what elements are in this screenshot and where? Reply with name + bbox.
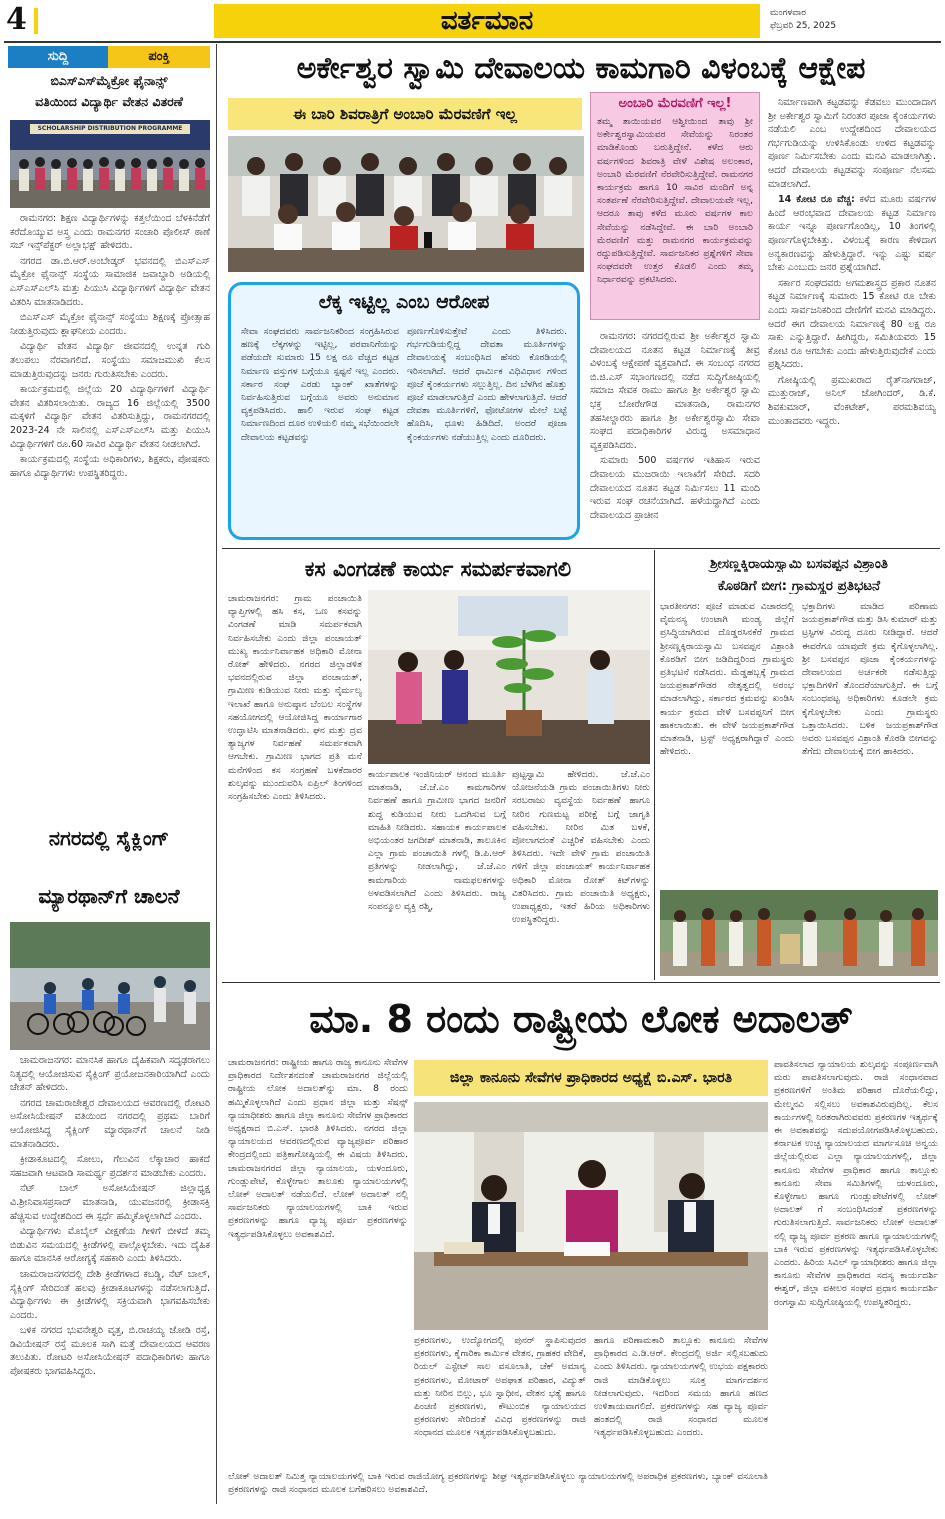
adalat-text-bottom: ಲೋಕ್ ಅದಾಲತ್ ನಿಮಿತ್ತ ನ್ಯಾಯಾಲಯಗಳಲ್ಲಿ ಬಾಕಿ ಇರುವ ರಾಜಿಯೋಗ್ಯ ಪ್ರಕರಣಗಳನ್ನು ಶೀಘ್ರ ಇತ್ಯರ್ಥಪಡಿಸಿಕೊಳ್ಳಲು ನ್ಯಾಯಾಲಯಗಳಲ್ಲಿ ಅಪರಾಧಿಕ ಪ್ರಕರಣಗಳು, ಬ್ಯಾಂಕ್ ವಸೂಲಾತಿ ಪ್ರಕರಣಗಳನ್ನು ರಾಜಿ ಸಂಧಾನದ ಮೂಲಕ ಬಗೆಹರಿಸಲು ಅವಕಾಶವಿದೆ. xyxy=(228,1471,768,1496)
waste-text-mid: ಕಾರ್ಯಪಾಲಕ ಇಂಜಿನಿಯರ್ ಆನಂದ ಮೂರ್ತಿ ಮಾತನಾಡಿ, ಜೆ.ಜೆ.ಎಂ ಕಾಮಗಾರಿಗಳ ನಿರ್ವಹಣೆ ಹಾಗೂ ಗ್ರಾಮೀಣ ಭಾಗದ ಜನರಿಗೆ ಶುದ್ಧ ಕುಡಿಯುವ ನೀರು ಒದಗಿಸುವ ಬಗ್ಗೆ ಮಾಹಿತಿ ನೀಡಿದರು. ಸಹಾಯಕ ಕಾರ್ಯಪಾಲಕ ಅಭಿಯಂತರ ಜಗದೀಶ್ ಮಾತನಾಡಿ, ತಾಲೂಕಿನ ಎಲ್ಲಾ ಗ್ರಾಮ ಪಂಚಾಯಿತಿ ಗಳಲ್ಲಿ ಡಿ.ಪಿ.ಆರ್ ಪ್ರತಿಗಳನ್ನು ನೀಡಲಾಗಿದ್ದು, ಜೆ.ಜೆ.ಎಂ ಕಾಮಗಾರಿಯ ನಾಮಫಲಕಗಳನ್ನು ಅಳವಡಿಸಲಾಗಿದೆ ಎಂದು ತಿಳಿಸಿದರು. ರಾಜ್ಯ ಸಂಪನ್ಮೂಲ ವ್ಯಕ್ತಿ ರಶ್ಮಿ, xyxy=(368,769,506,913)
lead-col3-top: ನಿರ್ಮಾಣವಾಗಿ ಕಟ್ಟಡವನ್ನು ಕೆಡವಲು ಮುಂದಾದಾಗ ಶ್ರೀ ಅರ್ಕೇಶ್ವರ ಸ್ವಾಮಿಗೆ ನಿರಂತರ ಪೂಜಾ ಕೈಂಕರ್ಯಗಳು ನಡೆಯಲಿ ಎಂಬ ಉದ್ದೇಶದಿಂದ ದೇವಾಲಯದ ಗರ್ಭಗುಡಿಯನ್ನು ಉಳಿಸಿಕೊಂಡು ಉಳಿದ ಕಟ್ಟಡವನ್ನು ಪೂರ್ಣ ನಿರ್ಮಿಸಬೇಕು ಎಂದು ಮನವಿ ಮಾಡಲಾಗಿತ್ತು. ಆದರೆ ದೇವಾಲಯ ಕಟ್ಟಡವನ್ನು ಸಂಪೂರ್ಣ ನೆಲಸಮ ಮಾಡಲಾಗಿದೆ. xyxy=(768,97,936,190)
scholarship-banner-text: SCHOLARSHIP DISTRIBUTION PROGRAMME xyxy=(37,125,183,132)
sidebar-story2-headline-2: ಮ್ಯಾರಥಾನ್‌ಗೆ ಚಾಲನೆ xyxy=(38,884,180,908)
section-tag-b: ಪಂಕ್ತಿ xyxy=(108,46,210,68)
charge-box xyxy=(228,282,580,540)
adalat-headline: ಮಾ. 8 ರಂದು ರಾಷ್ಟ್ರೀಯ ಲೋಕ ಅದಾಲತ್ xyxy=(309,997,853,1041)
sidebar-story2-p1: ಚಾಮರಾಜನಗರ: ಮಾನಸಿಕ ಹಾಗೂ ದೈಹಿಕವಾಗಿ ಸದೃಢರಾಗಲು ನಿತ್ಯದಲ್ಲಿ ಆಯೋಜಿಸುವ ಸೈಕ್ಲಿಂಗ್ ಪ್ರಯೋಜನಕಾರಿಯಾಗಿದೆ ಎಂದು ಚೇತನ್ ಹೇಳಿದರು. xyxy=(10,1055,210,1094)
section-tag xyxy=(8,46,210,68)
charge-box-left: ಸೇವಾ ಸಂಘದವರು ಸಾರ್ವಜನಿಕರಿಂದ ಸಂಗ್ರಹಿಸಿರುವ ಹಣಕ್ಕೆ ಲೆಕ್ಕಗಳನ್ನು ಇಟ್ಟಿಲ್ಲ, ಪರವಾನಿಗೆಯನ್ನು ಪಡೆಯದೇ ಸುಮಾರು 15 ಲಕ್ಷ ರೂ ವೆಚ್ಚದ ಕಟ್ಟಡ ನಿರ್ಮಾಣ ವಸ್ತುಗಳ ಬಗ್ಗೆಯೂ ಸ್ಪಷ್ಟನೆ ಇಲ್ಲ ಎಂದರು. ಸರ್ಕಾರ ಸಂಘ ಎರಡು ಬ್ಯಾಂಕ್ ಖಾತೆಗಳನ್ನು ನಿರ್ವಹಿಸುತ್ತಿರುವ ಬಗ್ಗೆಯೂ ಅವರು ಅನುಮಾನ ವ್ಯಕ್ತಪಡಿಸಿದರು. ಹಾಲಿ ಇರುವ ಸಂಘ ಕಟ್ಟಡ ನಿರ್ಮಾಣದಿಂದ ದೂರ ಉಳಿಯಲಿ ನಮ್ಮ ಸಭೆಯಿಂದಲೇ ದೇವಾಲಯ ಕಟ್ಟಡವನ್ನು xyxy=(241,326,399,443)
lead-mid-p2: ಸುಮಾರು 500 ವರ್ಷಗಳ ಇತಿಹಾಸ ಇರುವ ದೇವಾಲಯ ಮುಜರಾಯಿ ಇಲಾಖೆಗೆ ಸೇರಿದೆ. ಸದರಿ ದೇವಾಲಯದ ನೂತನ ಕಟ್ಟಡ ನಿರ್ಮಿಸಲು 11 ಮಂದಿ ಇರುವ ಸಂಘ ರಚನೆಯಾಗಿದೆ. ಹಳೆಯದ್ದಾಗಿದೆ ಎಂದು ದೇವಾಲಯದ ಪ್ರಾಚೀನ xyxy=(590,455,760,521)
sidebar-story1-p3: ಬಿಎಸ್‌ಎಸ್ ಮೈಕ್ರೋ ಫೈನಾನ್ಸ್ ಸಂಸ್ಥೆಯು ಶಿಕ್ಷಣಕ್ಕೆ ಪ್ರೋತ್ಸಾಹ ನೀಡುತ್ತಿರುವುದು ಶ್ಲಾಘನೀಯ ಎಂದರು. xyxy=(10,312,210,337)
charge-box-title: ಲೆಕ್ಕ ಇಟ್ಟಿಲ್ಲ ಎಂಬ ಆರೋಪ xyxy=(318,291,490,313)
waste-protest-divider xyxy=(654,550,655,980)
adalat-text-below-1: ಪ್ರಕರಣಗಳು, ಉದ್ಯೋಗದಲ್ಲಿ ಪುನರ್ ಸ್ಥಾಪಿಸುವುದರ ಪ್ರಕರಣಗಳು, ಕೈಗಾರಿಕಾ ಕಾರ್ಮಿಕ ವೇತನ, ಗ್ರಾಹಕರ ವೇದಿಕೆ, ರಿಯಲ್ ಎಸ್ಟೇಟ್ ಸಾಲ ವಸೂಲಾತಿ, ಚೆಕ್ ಅಮಾನ್ಯ ಪ್ರಕರಣಗಳು, ಮೋಟಾರ್ ಅಪಘಾತ ಪರಿಹಾರ, ವಿದ್ಯುತ್ ಮತ್ತು ನೀರಿನ ಬಿಲ್ಲು, ಭೂ ಸ್ವಾಧೀನ, ವೇತನ ಭತ್ಯೆ ಹಾಗೂ ಪಿಂಚಣಿ ಪ್ರಕರಣಗಳು, ಕೌಟುಂಬಿಕ ನ್ಯಾಯಾಲಯದ ಪ್ರಕರಣಗಳು ಸೇರಿದಂತೆ ವಿವಿಧ ಪ್ರಕರಣಗಳನ್ನು ರಾಜಿ ಸಂಧಾನದ ಮೂಲಕ ಇತ್ಯರ್ಥಪಡಿಸಿಕೊಳ್ಳಬಹುದು. xyxy=(414,1335,586,1439)
lead-headline: ಅರ್ಕೇಶ್ವರ ಸ್ವಾಮಿ ದೇವಾಲಯ ಕಾಮಗಾರಿ ವಿಳಂಬಕ್ಕೆ ಆಕ್ಷೇಪ xyxy=(296,51,866,86)
waste-text-right: ಪುಟ್ಟಸ್ವಾಮಿ ಹೇಳಿದರು. ಜೆ.ಜೆ.ಎಂ ಯೋಜನೆಯಡಿ ಗ್ರಾಮ ಪಂಚಾಯಿತಿಗಳು ನೀರು ಸರಬರಾಜು ವ್ಯವಸ್ಥೆಯ ನಿರ್ವಹಣೆ ಹಾಗೂ ನೀರಿನ ಗುಣಮಟ್ಟ ಪರೀಕ್ಷೆ ಬಗ್ಗೆ ಜಾಗೃತಿ ವಹಿಸಬೇಕು. ನೀರಿನ ಮಿತ ಬಳಕೆ, ಪೋಲಾಗದಂತೆ ಎಚ್ಚರಿಕೆ ವಹಿಸಬೇಕು ಎಂದು ತಿಳಿಸಿದರು. ಇದೇ ವೇಳೆ ಗ್ರಾಮ ಪಂಚಾಯಿತಿ ಗಳಿಗೆ ಜಿಲ್ಲಾ ಪಂಚಾಯತ್ ಕಾರ್ಯನಿರ್ವಾಹಕ ಅಧಿಕಾರಿ ಮೋನಾ ರೋತ್ ಕಿಟ್‌ಗಳನ್ನು ವಿತರಿಸಿದರು. ಗ್ರಾಮ ಪಂಚಾಯಿತಿ ಅಧ್ಯಕ್ಷರು, ಉಪಾಧ್ಯಕ್ಷರು, ಇತರೆ ಹಿರಿಯ ಅಧಿಕಾರಿಗಳು ಉಪಸ್ಥಿತರಿದ್ದರು. xyxy=(512,769,650,926)
waste-headline: ಕಸ ವಿಂಗಡಣೆ ಕಾರ್ಯ ಸಮರ್ಪಕವಾಗಲಿ xyxy=(304,557,572,581)
lead-mid-p1: ರಾಮನಗರ: ನಗರದಲ್ಲಿರುವ ಶ್ರೀ ಅರ್ಕೇಶ್ವರ ಸ್ವಾಮಿ ದೇವಾಲಯದ ನೂತನ ಕಟ್ಟಡ ನಿರ್ಮಾಣಕ್ಕೆ ತೀವ್ರ ವಿಳಂಬಕ್ಕೆ ಆಕ್ಷೇಪಣೆ ವ್ಯಕ್ತವಾಗಿದೆ. ಈ ಸಂಬಂಧ ನಗರದ ಬಿ.ಜಿ.ಎಸ್ ಸಭಾಂಗಣದಲ್ಲಿ ನಡೆದ ಸುದ್ದಿಗೋಷ್ಠಿಯಲ್ಲಿ ಸಮಾಜ ಸೇವಕ ರಾಮು ಹಾಗೂ ಶ್ರೀ ಅರ್ಕೇಶ್ವರ ಸ್ವಾಮಿ ಭಕ್ತ ಬೋರೇಗೌಡ ಮಾತನಾಡಿ, ರಾಮನಗರ ತಹಸೀಲ್ದಾರರು ಹಾಗೂ ಶ್ರೀ ಅರ್ಕೇಶ್ವರಸ್ವಾಮಿ ಸೇವಾ ಸಂಘದ ಪದಾಧಿಕಾರಿಗಳ ವಿರುದ್ಧ ಅಸಮಾಧಾನ ವ್ಯಕ್ತಪಡಿಸಿದರು. xyxy=(590,331,760,451)
sidebar-story1-p1: ರಾಮನಗರ: ಶಿಕ್ಷಣ ವಿದ್ಯಾರ್ಥಿಗಳನ್ನು ಕತ್ತಲೆಯಿಂದ ಬೆಳಕಿನೆಡೆಗೆ ಕರೆದೊಯ್ಯುವ ಅಸ್ತ್ರ ಎಂದು ರಾಮನಗರ ಸಂಚಾರಿ ಪೊಲೀಸ್ ಠಾಣೆ ಸಬ್ ಇನ್ಸ್‌ಪೆಕ್ಟರ್ ಅಲ್ಲಾಭಕ್ಷ್ ಹೇಳಿದರು. xyxy=(10,213,210,252)
protest-headline-1: ಶ್ರೀಸಣ್ಣಕ್ಕಿರಾಯಸ್ವಾಮಿ ಬಸವಪ್ಪನ ವಿಶ್ರಾಂತಿ xyxy=(710,556,888,572)
sidebar-story1-p4: ವಿದ್ಯಾರ್ಥಿ ವೇತನ ವಿದ್ಯಾರ್ಥಿ ಜೀವನದಲ್ಲಿ ಉನ್ನತ ಗುರಿ ತಲುಪಲು ನೆರವಾಗಲಿದೆ. ಸಂಸ್ಥೆಯು ಸಮಾಜಮುಖಿ ಕೆಲಸ ಮಾಡುತ್ತಿರುವುದನ್ನು ಜನರು ಗುರುತಿಸಬೇಕು ಎಂದರು. xyxy=(10,341,210,380)
mid-bottom-rule xyxy=(222,982,940,983)
protest-text-left: ಭಾರತೀನಗರ: ಪೂಜೆ ಮಾಡುವ ವಿಚಾರದಲ್ಲಿ ವೈಮನಸ್ಯ ಉಂಟಾಗಿ ಮಂಡ್ಯ ಜಿಲ್ಲೆಗೆ ಪ್ರಸಿದ್ಧಿಯಾಗಿರುವ ದೊಡ್ಡರಸಿನಕೆರೆ ಗ್ರಾಮದ ಶ್ರೀಸಣ್ಣಕ್ಕಿರಾಯಸ್ವಾಮಿ ಬಸವಪ್ಪನ ವಿಶ್ರಾಂತಿ ಕೊಠಡಿಗೆ ಬೀಗ ಜಡಿದಿದ್ದರಿಂದ ಗ್ರಾಮಸ್ಥರು ಪ್ರತಿಭಟನೆ ನಡೆಸಿದರು. ಮೆಡ್ಡಹಬ್ಬಕ್ಕೆ ಗ್ರಾಮದ ಜಯಪ್ರಕಾಶ್‌ಗೌಡರ ನೇತೃತ್ವದಲ್ಲಿ ಅರಂಭ ಮಾಡಲಾಗಿದ್ದು, ಸರ್ಕಾರದ ಕ್ರಮವನ್ನು ಖಂಡಿಸಿ ಕಾರ್ಯ ಕ್ರಮದ ವೇಳೆ ಬಸವಪ್ಪನಿಗೆ ಬೀಗ ಹಾಕಲಾಯಿತು. ಈ ವೇಳೆ ಜಯಪ್ರಕಾಶ್‌ಗೌಡ ಮಾತನಾಡಿ, ಟ್ರಸ್ಟ್ ಅಧ್ಯಕ್ಷರಾಗಿದ್ದಾರೆ ಎಂದು ಹೇಳಿದರು. xyxy=(660,601,794,758)
protest-photo xyxy=(660,890,938,976)
sidebar-story2-p4: ನೆಟ್ ಬಾಲ್ ಅಸೋಸಿಯೇಷನ್ ಜಿಲ್ಲಾಧ್ಯಕ್ಷ ವಿ.ಶ್ರೀನಿವಾಸಪ್ರಸಾದ್ ಮಾತನಾಡಿ, ಯುವಜನರಲ್ಲಿ ಕ್ರೀಡಾಸಕ್ತಿ ಹೆಚ್ಚಿಸುವ ಉದ್ದೇಶದಿಂದ ಈ ಸ್ಪರ್ಧೆ ಹಮ್ಮಿಕೊಳ್ಳಲಾಗಿದೆ ಎಂದರು. xyxy=(10,1183,210,1222)
masthead-date: ಫೆಬ್ರವರಿ 25, 2025 xyxy=(770,21,837,31)
adalat-photo xyxy=(414,1102,768,1330)
lead-col3-after: ಕಳೆದ ಮೂರು ವರ್ಷಗಳ ಹಿಂದೆ ಆರಂಭವಾದ ದೇವಾಲಯ ಕಟ್ಟಡ ನಿರ್ಮಾಣ ಕಾರ್ಯ ಇನ್ನೂ ಪೂರ್ಣಗೊಂಡಿಲ್ಲ, 10 ತಿಂಗಳಲ್ಲಿ ಪೂರ್ಣಗೊಳ್ಳಬೇಕಿತ್ತು. ವಿಳಂಬಕ್ಕೆ ಕಾರಣ ಕೇಳಿದಾಗ ಅನ್ಯಕಾರಣವನ್ನು ಹೇಳುತ್ತಿದ್ದಾರೆ. ಇನ್ನು ಎಷ್ಟು ವರ್ಷ ಬೇಕು ಎಂಬುದು ಜನರ ಪ್ರಶ್ನೆಯಾಗಿದೆ. xyxy=(768,194,936,274)
press-meet-photo xyxy=(228,136,584,272)
sidebar-story1-p2: ನಗರದ ಡಾ.ಬಿ.ಆರ್.ಅಂಬೇಡ್ಕರ್ ಭವನದಲ್ಲಿ ಬಿಎಸ್‌ಎಸ್ ಮೈಕ್ರೋ ಫೈನಾನ್ಸ್ ಸಂಸ್ಥೆಯ ಸಾಮಾಜಿಕ ಜವಾಬ್ದಾರಿ ಅಡಿಯಲ್ಲಿ ಎಸ್ಎಸ್ಎಲ್‌ಸಿ ಮತ್ತು ಪಿಯುಸಿ ವಿದ್ಯಾರ್ಥಿಗಳಿಗೆ ವಿದ್ಯಾರ್ಥಿ ವೇತನ ವಿತರಿಸಿ ಮಾತನಾಡಿದರು. xyxy=(10,255,210,308)
cycling-photo xyxy=(10,922,210,1050)
lead-kicker: ಈ ಬಾರಿ ಶಿವರಾತ್ರಿಗೆ ಅಂಬಾರಿ ಮೆರವಣಿಗೆ ಇಲ್ಲ xyxy=(228,98,582,130)
page-number: 4 xyxy=(6,2,27,37)
adalat-text-below-2: ಹಾಗೂ ಪರಿಣಾಮಕಾರಿ ತಾಲ್ಲೂಕು ಕಾನೂನು ಸೇವೆಗಳ ಪ್ರಾಧಿಕಾರದ ಎ.ಡಿ.ಆರ್. ಕೇಂದ್ರದಲ್ಲಿ ಅರ್ಜಿ ಸಲ್ಲಿಸಬಹುದು ಎಂದು ತಿಳಿಸಿದರು. ನ್ಯಾಯಾಲಯಗಳಲ್ಲಿ ಉಭಯ ಪಕ್ಷಕಾರರು ರಾಜಿ ಮಾಡಿಕೊಳ್ಳಲು ಸೂಕ್ತ ಮಾರ್ಗದರ್ಶನ ನೀಡಲಾಗುವುದು. ಇದರಿಂದ ಸಮಯ ಹಾಗೂ ಹಣದ ಉಳಿತಾಯವಾಗಲಿದೆ. ಪ್ರಕರಣಗಳನ್ನು ಸಹ ವ್ಯಾಜ್ಯ ಪೂರ್ವ ಹಂತದಲ್ಲಿ ರಾಜಿ ಸಂಧಾನದ ಮೂಲಕ ಇತ್ಯರ್ಥಪಡಿಸಿಕೊಳ್ಳಬಹುದು ಎಂದರು. xyxy=(594,1335,768,1439)
masthead xyxy=(0,0,945,42)
lead-bottom-rule xyxy=(222,548,940,549)
protest-headline-2: ಕೊಠಡಿಗೆ ಬೀಗ: ಗ್ರಾಮಸ್ಥರ ಪ್ರತಿಭಟನೆ xyxy=(717,578,881,594)
sidebar-story1-headline-2: ವತಿಯಿಂದ ವಿದ್ಯಾರ್ಥಿ ವೇತನ ವಿತರಣೆ xyxy=(35,94,183,109)
sidebar-divider xyxy=(216,44,217,1504)
lead-col3-subhead: 14 ಕೋಟಿ ರೂ ವೆಚ್ಚ: xyxy=(778,194,855,206)
waste-text-left: ಚಾಮರಾಜನಗರ: ಗ್ರಾಮ ಪಂಚಾಯಿತಿ ವ್ಯಾಪ್ತಿಗಳಲ್ಲಿ ಹಸಿ ಕಸ, ಒಣ ಕಸವನ್ನು ವಿಂಗಡಣೆ ಮಾಡಿ ಸಮರ್ಪಕವಾಗಿ ನಿರ್ವಹಿಸಬೇಕು ಎಂದು ಜಿಲ್ಲಾ ಪಂಚಾಯತ್ ಮುಖ್ಯ ಕಾರ್ಯನಿರ್ವಾಹಕ ಅಧಿಕಾರಿ ಮೋನಾ ರೋತ್ ಹೇಳಿದರು. ನಗರದ ಜಿಲ್ಲಾಡಳಿತ ಭವನದಲ್ಲಿರುವ ಜಿಲ್ಲಾ ಪಂಚಾಯತ್, ಗ್ರಾಮೀಣ ಕುಡಿಯುವ ನೀರು ಮತ್ತು ನೈರ್ಮಲ್ಯ ಇಲಾಖೆ ಹಾಗೂ ಅನುಷ್ಠಾನ ಬೆಂಬಲ ಸಂಸ್ಥೆಗಳ ಸಹಯೋಗದಲ್ಲಿ ಆಯೋಜಿಸಿದ್ದ ಕಾರ್ಯಾಗಾರ ಉದ್ಘಾಟಿಸಿ ಮಾತನಾಡಿದರು. ಘನ ಮತ್ತು ದ್ರವ ತ್ಯಾಜ್ಯಗಳ ನಿರ್ವಹಣೆ ಸಮರ್ಪಕವಾಗಿ ಆಗಬೇಕು. ಗ್ರಾಮೀಣ ಭಾಗದ ಪ್ರತಿ ಮನೆ ಮನೆಗಳಿಂದ ಕಸ ಸಂಗ್ರಹಣೆ ಬಳಕೆದಾರರ ಶುಲ್ಕವನ್ನು ಮುಂದುವರಿಸಿ ಏಪ್ರಿಲ್ ತಿಂಗಳಿಂದ ಸಂಗ್ರಹಿಸಬೇಕು ಎಂದು ತಿಳಿಸಿದರು. xyxy=(228,593,362,803)
masthead-title: ವರ್ತಮಾನ xyxy=(440,6,534,36)
charge-box-right: ಪೂರ್ಣಗೊಳಿಸುತ್ತೇವೆ ಎಂದು ತಿಳಿಸಿದರು. ಗರ್ಭಗುಡಿಯಲ್ಲಿದ್ದ ದೇವತಾ ಮೂರ್ತಿಗಳನ್ನು ದೇವಾಲಯಕ್ಕೆ ಸಂಬಂಧಿಸಿದ ಹೆಸರು ಕೊಠಡಿಯಲ್ಲಿ ಇರಿಸಲಾಗಿದೆ. ಆದರೆ ಧಾರ್ಮಿಕ ವಿಧಿವಿಧಾನ ಗಳಿಂದ ಪೂಜೆ ಕೈಂಕರ್ಯಗಳು ಸಲ್ಲುತ್ತಿಲ್ಲ. ದಿನ ಬೆಳಗಿನ ಹೊತ್ತು ಪೂಜೆ ಮಾಡಲಾಗುತ್ತಿದೆ ಎಂದು ಹೇಳಲಾಗುತ್ತಿದೆ. ಆದರೆ ದೇವತಾ ಮೂರ್ತಿಗಳಿಗೆ, ಫೋಟೋಗಳ ಮೇಲೆ ಬಟ್ಟೆ ಹೊದಿಸಿ, ಧೂಳು ಹಿಡಿದಿದೆ. ಅಂದರೆ ಪೂಜಾ ಕೈಂಕರ್ಯಗಳು ನಡೆಯುತ್ತಿಲ್ಲ ಎಂದು ದೂರಿದರು. xyxy=(407,326,567,443)
lead-mid xyxy=(590,330,760,524)
lead-col3-para2 xyxy=(768,193,936,275)
lead-col3 xyxy=(768,96,936,430)
waste-photo xyxy=(368,590,650,764)
sidebar-story1-p5: ಕಾರ್ಯಕ್ರಮದಲ್ಲಿ ಜಿಲ್ಲೆಯ 20 ವಿದ್ಯಾರ್ಥಿಗಳಿಗೆ ವಿದ್ಯಾರ್ಥಿ ವೇತನ ವಿತರಿಸಲಾಯಿತು. ರಾಜ್ಯದ 16 ಜಿಲ್ಲೆಯಲ್ಲಿ 3500 ಮಕ್ಕಳಿಗೆ ವಿದ್ಯಾರ್ಥಿ ವೇತನ ವಿತರಿಸುತ್ತಿದ್ದು, ರಾಮನಗರದಲ್ಲಿ 2023-24 ನೇ ಸಾಲಿನಲ್ಲಿ ಎಸ್ಎಸ್ಎಲ್‌ಸಿ ಮತ್ತು ಪಿಯುಸಿ ವಿದ್ಯಾರ್ಥಿಗಳಿಗೆ ರೂ.60 ಸಾವಿರ ವಿದ್ಯಾರ್ಥಿ ವೇತನ ನೀಡಲಾಗಿದೆ. xyxy=(10,384,210,450)
adalat-text-right: ಪಾವತಿಸಲಾದ ನ್ಯಾಯಾಲಯ ಶುಲ್ಕವನ್ನು ಸಂಪೂರ್ಣವಾಗಿ ಮರು ಪಾವತಿಸಲಾಗುವುದು. ರಾಜಿ ಸಂಧಾನವಾದ ಪ್ರಕರಣಗಳಿಗೆ ಅಂತಿಮ ಪರಿಹಾರ ದೊರೆಯಲಿದ್ದು, ಮೇಲ್ಮನವಿ ಸಲ್ಲಿಸಲು ಅವಕಾಶವಿರುವುದಿಲ್ಲ. ಕೆಲಸ ಕಾರ್ಯಗಳಲ್ಲಿ ನಿರತರಾಗಿರುವವರು ಪ್ರಕರಣಗಳ ಇತ್ಯರ್ಥಕ್ಕೆ ಈ ಅವಕಾಶವನ್ನು ಸದುಪಯೋಗಪಡಿಸಿಕೊಳ್ಳಬಹುದು. ಕರ್ನಾಟಕ ಉಚ್ಚ ನ್ಯಾಯಾಲಯದ ಮಾರ್ಗಸೂಚಿ ಅನ್ವಯ ಜಿಲ್ಲೆಯಲ್ಲಿರುವ ಎಲ್ಲಾ ನ್ಯಾಯಾಲಯಗಳಲ್ಲಿ, ಜಿಲ್ಲಾ ಕಾನೂನು ಸೇವೆಗಳ ಪ್ರಾಧಿಕಾರ ಹಾಗೂ ತಾಲ್ಲೂಕು ಕಾನೂನು ಸೇವಾ ಸಮಿತಿಗಳಲ್ಲಿ ಯಳಂದೂರು, ಕೊಳ್ಳೇಗಾಲ ಹಾಗೂ ಗುಂಡ್ಲುಪೇಟೆಗಳಲ್ಲಿ ಲೋಕ್ ಅದಾಲತ್ ಗೆ ಸಂಬಂಧಿಸಿದಂತೆ ಪ್ರಕರಣಗಳನ್ನು ಗುರುತಿಸಲಾಗುತ್ತಿದೆ. ಸಾರ್ವಜನಿಕರು ಲೋಕ್ ಅದಾಲತ್ ನಲ್ಲಿ ವ್ಯಾಜ್ಯ ಪೂರ್ವ ಪ್ರಕರಣ ಹಾಗೂ ನ್ಯಾಯಾಲಯಗಳಲ್ಲಿ ಬಾಕಿ ಇರುವ ಪ್ರಕರಣಗಳನ್ನು ಇತ್ಯರ್ಥಪಡಿಸಿಕೊಳ್ಳಬೇಕು ಎಂದರು. ಹಿರಿಯ ಸಿವಿಲ್ ನ್ಯಾಯಾಧೀಶರು ಹಾಗೂ ಜಿಲ್ಲಾ ಕಾನೂನು ಸೇವೆಗಳ ಪ್ರಾಧಿಕಾರದ ಸದಸ್ಯ ಕಾರ್ಯದರ್ಶಿ ಈಶ್ವರ್, ಜಿಲ್ಲಾ ವಕೀಲರ ಸಂಘದ ಪ್ರಧಾನ ಕಾರ್ಯದರ್ಶಿ ರಂಗಸ್ವಾಮಿ ಸುದ್ದಿಗೋಷ್ಠಿಯಲ್ಲಿ ಉಪಸ್ಥಿತರಿದ್ದರು. xyxy=(774,1059,938,1308)
masthead-weekday: ಮಂಗಳವಾರ xyxy=(770,8,807,18)
section-tag-a: ಸುದ್ದಿ xyxy=(8,46,108,68)
ambari-box xyxy=(590,92,760,320)
sidebar-story1-body xyxy=(10,212,210,482)
sidebar-story2-p6: ಚಾಮರಾಜನಗರದಲ್ಲಿ ದೇಶಿ ಕ್ರೀಡೆಗಳಾದ ಕಬಡ್ಡಿ, ನೆಟ್ ಬಾಲ್, ಸೈಕ್ಲಿಂಗ್ ಸೇರಿದಂತೆ ಹಲವು ಕ್ರೀಡಾಕೂಟಗಳನ್ನು ನಡೆಸಲಾಗುತ್ತಿದೆ. ವಿದ್ಯಾರ್ಥಿಗಳು ಈ ಕ್ರೀಡೆಗಳಲ್ಲಿ ಸಕ್ರಿಯವಾಗಿ ಭಾಗವಹಿಸಬೇಕು ಎಂದರು. xyxy=(10,1268,210,1321)
sidebar-story2-p2: ನಗರದ ಚಾಮರಾಜೇಶ್ವರ ದೇವಾಲಯದ ಆವರಣದಲ್ಲಿ ರೋಟರಿ ಅಸೋಸಿಯೇಷನ್ ವತಿಯಿಂದ ನಗರದಲ್ಲಿ ಪ್ರಥಮ ಬಾರಿಗೆ ಆಯೋಜಿಸಿದ್ದ ಸೈಕ್ಲಿಂಗ್ ಮ್ಯಾರಥಾನ್‌ಗೆ ಚಾಲನೆ ನೀಡಿ ಮಾತನಾಡಿದರು. xyxy=(10,1097,210,1150)
scholarship-photo xyxy=(10,120,210,208)
adalat-kicker: ಜಿಲ್ಲಾ ಕಾನೂನು ಸೇವೆಗಳ ಪ್ರಾಧಿಕಾರದ ಅಧ್ಯಕ್ಷೆ ಬಿ.ಎಸ್. ಭಾರತಿ xyxy=(414,1060,768,1096)
ambari-box-text: ತಮ್ಮ ತಾಯಿಯವರ ಆಶ್ವೀಯಿಂದ ತಾವು ಶ್ರೀ ಅರ್ಕೇಶ್ವರಸ್ವಾಮಿಯವರ ಸೇವೆಯನ್ನು ನಿರಂತರ ಮಾಡಿಕೊಂಡು ಬರುತ್ತಿದ್ದೇನೆ. ಕಳೆದ ಆರು ವರ್ಷಗಳಿಂದ ಶಿವರಾತ್ರಿ ವೇಳೆ ವಿಶೇಷ ಅಲಂಕಾರ, ಅಂಬಾರಿ ಮೆರವಣಿಗೆ ನೆರವೇರಿಸುತ್ತಿದ್ದೇವೆ. ರಾಮನಗರ ಕಾರ್ಯಕ್ರಮ ಹಾಗೂ 10 ಸಾವಿರ ಮಂದಿಗೆ ಅನ್ನ ಸಂತರ್ಪಣೆ ನೆರವೇರಿಸುತ್ತಿದ್ದೇವೆ. ದೇವಾಲಯವೇ ಇಲ್ಲ, ಆದರೂ ತಾವು ಕಳೆದ ಮೂರು ವರ್ಷಗಳ ಕಾಲ ಸೇವೆಯನ್ನು ನಡೆಸಿದ್ದೇವೆ. ಈ ಬಾರಿ ಅಂಬಾರಿ ಮೆರವಣಿಗೆ ಮತ್ತು ರಾಮನಗರ ಕಾರ್ಯಕ್ರಮವನ್ನು ರದ್ದುಪಡಿಸುತ್ತಿದ್ದೇವೆ. ಸಾರ್ವಜನಿಕರ ಪ್ರಶ್ನೆಗಳಿಗೆ ಸೇವಾ ಸಂಘದವರೇ ಉತ್ತರ ಕೊಡಲಿ ಎಂದು ತಮ್ಮ ನಿರ್ಧಾರವನ್ನು ಪ್ರಕಟಿಸಿದರು. xyxy=(597,116,753,286)
sidebar-story2-p7: ಬಳಿಕ ನಗರದ ಭುವನೇಶ್ವರಿ ವೃತ್ತ, ಬಿ.ರಾಚಯ್ಯ ಜೋಡಿ ರಸ್ತೆ, ಡಿವಿಯೇಷನ್ ರಸ್ತೆ ಮೂಲಕ ಸಾಗಿ ಮತ್ತೆ ದೇವಾಲಯದ ಆವರಣ ತಲುಪಿತು. ರೋಟರಿ ಅಸೋಸಿಯೇಷನ್ ಪದಾಧಿಕಾರಿಗಳು ಹಾಗೂ ಪೋಷಕರು ಭಾಗವಹಿಸಿದ್ದರು. xyxy=(10,1325,210,1378)
lead-col3-names: ಗೋಷ್ಠಿಯಲ್ಲಿ ಪ್ರಮುಖರಾದ ರೈತ್‌ನಾಗರಾಜ್, ಮುತ್ತುರಾಜ್, ಅನಿಲ್ ಜೋಗಿಂದರ್, ಡಿ.ಕೆ. ಶಿವಕುಮಾರ್, ವೆಂಕಟೇಶ್, ಪರಮಶಿವಯ್ಯ ಮುಂತಾದವರು ಇದ್ದರು. xyxy=(768,374,936,427)
sidebar-story2-body xyxy=(10,1054,210,1381)
sidebar-story2-p5: ವಿದ್ಯಾರ್ಥಿಗಳು ಮೊಬೈಲ್ ವೀಕ್ಷಣೆಯ ಗೀಳಿಗೆ ಬೀಳದೆ ತಮ್ಮ ಬಿಡುವಿನ ಸಮಯದಲ್ಲಿ ಕ್ರೀಡೆಗಳಲ್ಲಿ ಪಾಲ್ಗೊಳ್ಳಬೇಕು. ಇದು ದೈಹಿಕ ಹಾಗೂ ಮಾನಸಿಕ ಆರೋಗ್ಯಕ್ಕೆ ಸಹಕಾರಿ ಎಂದು ತಿಳಿಸಿದರು. xyxy=(10,1226,210,1265)
sidebar-story1-headline-1: ಬಿಎಸ್‌ಎಸ್‌ಮೈಕ್ರೋ ಫೈನಾನ್ಸ್ xyxy=(50,73,168,88)
sidebar-story2-headline-1: ನಗರದಲ್ಲಿ ಸೈಕ್ಲಿಂಗ್ xyxy=(48,826,170,850)
adalat-text-left: ಚಾಮರಾಜನಗರ: ರಾಷ್ಟ್ರೀಯ ಹಾಗೂ ರಾಜ್ಯ ಕಾನೂನು ಸೇವೆಗಳ ಪ್ರಾಧಿಕಾರದ ನಿರ್ದೇಶನದಂತೆ ಚಾಮರಾಜನಗರ ಜಿಲ್ಲೆಯಲ್ಲಿ ರಾಷ್ಟ್ರೀಯ ಲೋಕ ಅದಾಲತ್‌ನ್ನು ಮಾ. 8 ರಂದು ಹಮ್ಮಿಕೊಳ್ಳಲಾಗಿದೆ ಎಂದು ಪ್ರಧಾನ ಜಿಲ್ಲಾ ಮತ್ತು ಸೆಷನ್ಸ್ ನ್ಯಾಯಾಧೀಶರು ಹಾಗೂ ಜಿಲ್ಲಾ ಕಾನೂನು ಸೇವೆಗಳ ಪ್ರಾಧಿಕಾರದ ಅಧ್ಯಕ್ಷರಾದ ಬಿ.ಎಸ್. ಭಾರತಿ ತಿಳಿಸಿದರು. ನಗರದ ಜಿಲ್ಲಾ ನ್ಯಾಯಾಲಯದ ಆವರಣದಲ್ಲಿರುವ ವ್ಯಾಜ್ಯಪೂರ್ವ ಪರಿಹಾರ ಕೇಂದ್ರದಲ್ಲಿಂದು ಪತ್ರಿಕಾಗೋಷ್ಠಿಯಲ್ಲಿ ಈ ವಿಷಯ ತಿಳಿಸಿದರು. ಚಾಮರಾಜನಗರದ ಜಿಲ್ಲಾ ನ್ಯಾಯಾಲಯ, ಯಳಂದೂರು, ಗುಂಡ್ಲುಪೇಟೆ, ಕೊಳ್ಳೇಗಾಲ ತಾಲೂಕು ನ್ಯಾಯಾಲಯಗಳಲ್ಲಿ ಲೋಕ್ ಅದಾಲತ್ ನಡೆಯಲಿದೆ. ಲೋಕ್ ಅದಾಲತ್ ನಲ್ಲಿ ಸಾರ್ವಜನಿಕರು ನ್ಯಾಯಾಲಯಗಳಲ್ಲಿ ಬಾಕಿ ಇರುವ ಪ್ರಕರಣಗಳನ್ನು ಹಾಗೂ ವ್ಯಾಜ್ಯ ಪೂರ್ವ ಪ್ರಕರಣಗಳನ್ನು ಇತ್ಯರ್ಥಪಡಿಸಿಕೊಳ್ಳಲು ಅವಕಾಶವಿದೆ. xyxy=(228,1057,408,1240)
masthead-rule xyxy=(4,41,941,43)
sidebar-story2-p3: ಕ್ರೀಡಾಕೂಟದಲ್ಲಿ ಸೋಲು, ಗೆಲುವಿನ ಲೆಕ್ಕಾಚಾರ ಹಾಕದೆ ಸಹಜವಾಗಿ ಆಟವಾಡಿ ಸಾಮರ್ಥ್ಯ ಪ್ರದರ್ಶನ ಮಾಡಬೇಕು ಎಂದರು. xyxy=(10,1154,210,1179)
ambari-box-title: ಅಂಬಾರಿ ಮೆರವಣಿಗೆ ಇಲ್ಲ! xyxy=(618,96,732,111)
page-number-bar xyxy=(34,8,38,34)
sidebar-story1-p6: ಕಾರ್ಯಕ್ರಮದಲ್ಲಿ ಸಂಸ್ಥೆಯ ಅಧಿಕಾರಿಗಳು, ಶಿಕ್ಷಕರು, ಪೋಷಕರು ಹಾಗೂ ವಿದ್ಯಾರ್ಥಿಗಳು ಉಪಸ್ಥಿತರಿದ್ದರು. xyxy=(10,454,210,479)
protest-text-right: ಭಕ್ತಾದಿಗಳು ಮಾಡಿದ ಪರಿಣಾಮ ಜಯಪ್ರಕಾಶ್‌ಗೌಡ ಮತ್ತು ಡಿಸಿ ಕುಮಾರ್ ಮತ್ತು ಟ್ರಸ್ಟಿಗಳ ವಿರುದ್ಧ ದೂರು ನೀಡಿದ್ದಾರೆ. ಆದರೆ ಈವರೆಗೂ ಯಾವುದೇ ಕ್ರಮ ಕೈಗೊಳ್ಳಲಾಗಿಲ್ಲ. ಶ್ರೀ ಬಸವಪ್ಪನ ಪೂಜಾ ಕೈಂಕರ್ಯಗಳನ್ನು ದೇವಾಲಯದ ಅರ್ಚಕರೇ ನಡೆಸುತ್ತಿದ್ದು ಭಕ್ತಾದಿಗಳಿಗೆ ತೊಂದರೆಯಾಗುತ್ತಿದೆ. ಈ ಬಗ್ಗೆ ಸಂಬಂಧಪಟ್ಟ ಅಧಿಕಾರಿಗಳು ಕೂಡಲೇ ಕ್ರಮ ಕೈಗೊಳ್ಳಬೇಕು ಎಂದು ಗ್ರಾಮಸ್ಥರು ಒತ್ತಾಯಿಸಿದರು. ಬಳಿಕ ಜಯಪ್ರಕಾಶ್‌ಗೌಡ ಅವರು ಬಸವಪ್ಪನ ವಿಶ್ರಾಂತಿ ಕೊಠಡಿ ಬೀಗವನ್ನು ತೆಗೆದು ದೇವಾಲಯಕ್ಕೆ ಬೀಗ ಹಾಕಿದರು. xyxy=(802,601,938,758)
lead-col3-more: ಸರ್ಕಾರ ಸಂಘದವರು ಅಗಮಶಾಸ್ತ್ರದ ಪ್ರಕಾರ ನೂತನ ಕಟ್ಟಡ ನಿರ್ಮಾಣಕ್ಕೆ ಸುಮಾರು 15 ಕೋಟಿ ರೂ ಬೇಕು ಎಂದು ಸಾರ್ವಜನಿಕರಿಂದ ದೇಣಿಗೆಗೆ ಮನವಿ ಮಾಡಿದ್ದರು. ಆದರೆ ಈಗ ದೇವಾಲಯ ನಿರ್ಮಾಣಕ್ಕೆ 80 ಲಕ್ಷ ರೂ ಸಾಕು ಎನ್ನುತ್ತಿದ್ದಾರೆ. ಹೀಗಿದ್ದರು, ಸಮಿತಿಯವರು 15 ಕೋಟಿ ರೂ ಆಗಬೇಕು ಎಂದು ಹೇಳುತ್ತಿರುವುದೇಕೆ ಎಂದು ಪ್ರಶ್ನಿಸಿದರು. xyxy=(768,277,936,371)
